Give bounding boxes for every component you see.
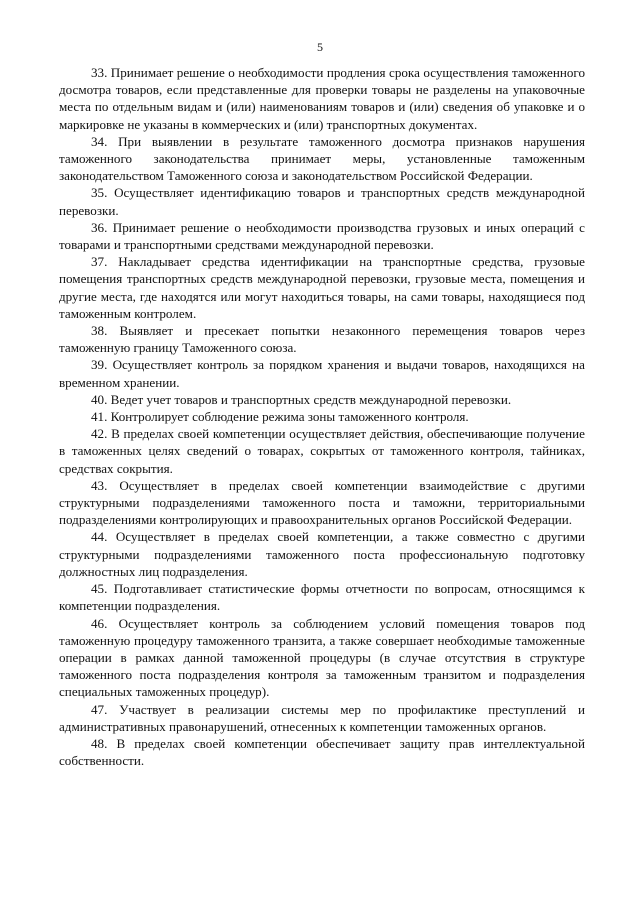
page-number: 5: [317, 40, 323, 54]
paragraph-44: 44. Осуществляет в пределах своей компетенции, а также совместно с другими структурными подразделениями таможенного поста профессиональную подготовку должностных лиц подразделения.: [59, 529, 585, 579]
paragraph-47: 47. Участвует в реализации системы мер по профилактике преступлений и административных правонарушений, отнесенных к компетенции таможенных органов.: [59, 701, 585, 734]
paragraph-36: 36. Принимает решение о необходимости производства грузовых и иных операций с товарами и транспортными средствами международной перевозки.: [59, 219, 585, 253]
document-body: [59, 64, 585, 769]
paragraph-37: 37. Накладывает средства идентификации на транспортные средства, грузовые помещения транспортных средств международной перевозки, грузовые места, помещения и другие места, где находятся или могут находиться товары, на сами товары, находящиеся под таможенным контролем.: [59, 254, 585, 321]
paragraph-39: 39. Осуществляет контроль за порядком хранения и выдачи товаров, находящихся на временном хранении.: [59, 357, 585, 390]
paragraph-38: 38. Выявляет и пресекает попытки незаконного перемещения товаров через таможенную границу Таможенного союза.: [59, 323, 585, 356]
paragraph-45: 45. Подготавливает статистические формы отчетности по вопросам, относящимся к компетенции подразделения.: [59, 581, 585, 614]
paragraph-33: 33. Принимает решение о необходимости продления срока осуществления таможенного досмотра товаров, если представленные для проверки товары не разделены на упаковочные места по отдельным видам и (или) наименованиям товаров и (или) сведения об упаковке и о маркировке не указаны в коммерческих и (или) транспортных документах.: [59, 65, 585, 132]
paragraph-48: 48. В пределах своей компетенции обеспечивает защиту прав интеллектуальной собственности.: [59, 735, 585, 769]
paragraph-42: 42. В пределах своей компетенции осуществляет действия, обеспечивающие получение в таможенных целях сведений о товарах, сокрытых от таможенного контроля, тайниках, средствах сокрытия.: [59, 426, 585, 476]
paragraph-35: 35. Осуществляет идентификацию товаров и транспортных средств международной перевозки.: [59, 185, 585, 218]
paragraph-40: 40. Ведет учет товаров и транспортных средств международной перевозки.: [91, 391, 512, 407]
paragraph-43: 43. Осуществляет в пределах своей компетенции взаимодействие с другими структурными подразделениями таможенного поста и таможни, территориальными подразделениями контролирующих и правоохранительных органов Российской Федерации.: [59, 477, 585, 528]
paragraph-34: 34. При выявлении в результате таможенного досмотра признаков нарушения таможенного законодательства принимает меры, установленные таможенным законодательством Таможенного союза и законодательством Российской Федерации.: [59, 133, 585, 184]
paragraph-46: 46. Осуществляет контроль за соблюдением условий помещения товаров под таможенную процедуру таможенного транзита, а также совершает необходимые таможенные операции в рамках данной таможенной процедуры (в случае отсутствия в структуре таможенного поста подразделения контроля за таможенным транзитом и подразделения специальных таможенных процедур).: [59, 615, 585, 700]
paragraph-41: 41. Контролирует соблюдение режима зоны таможенного контроля.: [91, 409, 469, 425]
